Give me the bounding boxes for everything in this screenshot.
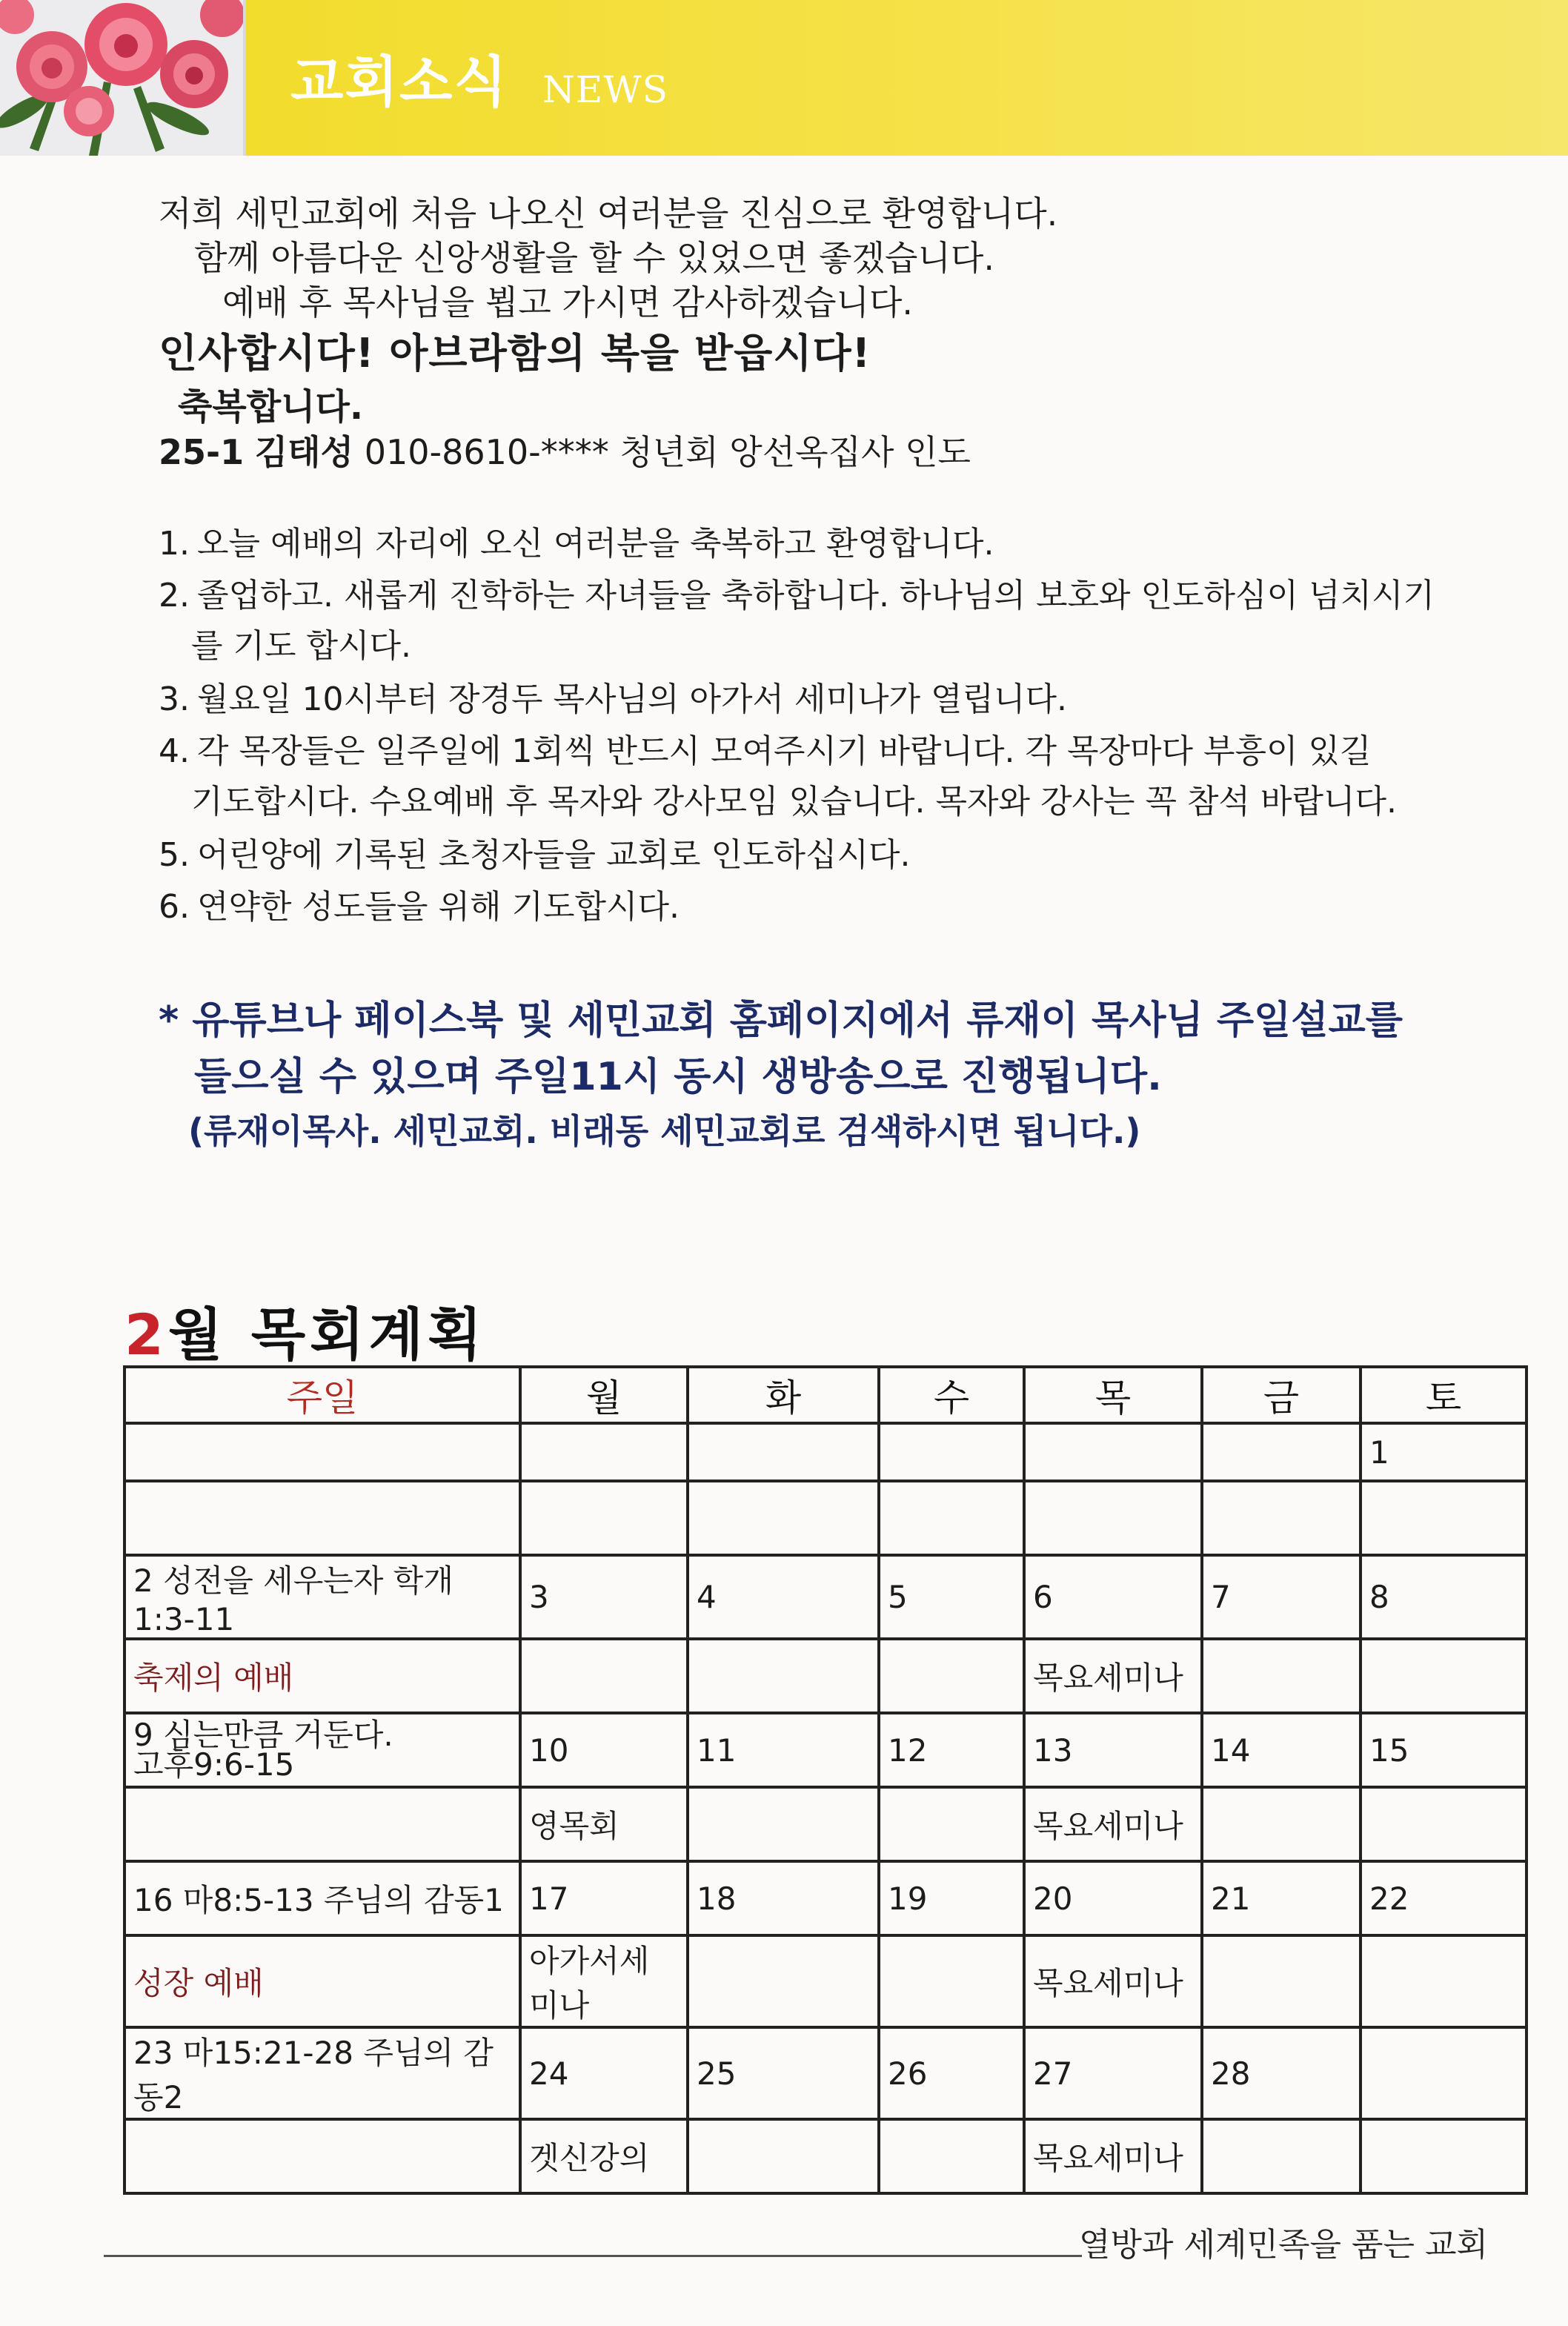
calendar-cell — [879, 1787, 1024, 1861]
calendar-cell-sunday — [124, 1481, 520, 1555]
welcome-line-3: 예배 후 목사님을 뵙고 가시면 감사하겠습니다. — [222, 282, 914, 322]
calendar-cell-sunday: 축제의 예배 — [124, 1639, 520, 1713]
calendar-cell-sunday — [124, 1423, 520, 1481]
calendar-cell: 25 — [688, 2027, 879, 2119]
calendar-cell: 20 — [1024, 1861, 1202, 1935]
calendar-cell — [879, 1935, 1024, 2027]
calendar-cell — [688, 1639, 879, 1713]
calendar-cell: 목요세미나 — [1024, 1935, 1202, 2027]
calendar-cell: 겟신강의 — [520, 2119, 688, 2193]
calendar-cell-sunday: 23 마15:21-28 주님의 감동2 — [124, 2027, 520, 2119]
blessing-line: 축복합니다. — [178, 386, 364, 428]
calendar-cell-sunday: 9 심는만큼 거둔다. 고후9:6-15 — [124, 1713, 520, 1787]
monthly-calendar — [123, 1365, 1528, 2195]
announcement-text: 어린양에 기록된 초청자들을 교회로 인도하십시다. — [197, 836, 911, 874]
calendar-cell: 영목회 — [520, 1787, 688, 1861]
calendar-cell — [1202, 1935, 1361, 2027]
broadcast-notice-line-1: * 유튜브나 페이스북 및 세민교회 홈페이지에서 류재이 목사님 주일설교를 — [159, 998, 1403, 1043]
greeting-line: 인사합시다! 아브라함의 복을 받읍시다! — [159, 330, 871, 377]
announcement-text: 오늘 예배의 자리에 오신 여러분을 축복하고 환영합니다. — [197, 525, 994, 563]
newcomer-name: 김태성 — [254, 432, 354, 472]
calendar-cell: 26 — [879, 2027, 1024, 2119]
calendar-cell — [688, 2119, 879, 2193]
calendar-cell-sunday — [124, 2119, 520, 2193]
calendar-cell: 11 — [688, 1713, 879, 1787]
calendar-cell: 아가서세미나 — [520, 1935, 688, 2027]
calendar-cell — [688, 1423, 879, 1481]
calendar-row — [124, 1713, 1527, 1787]
calendar-cell — [879, 1423, 1024, 1481]
calendar-row — [124, 1423, 1527, 1481]
calendar-cell — [1361, 1787, 1527, 1861]
calendar-cell: 8 — [1361, 1555, 1527, 1639]
calendar-row — [124, 1555, 1527, 1639]
calendar-cell: 목요세미나 — [1024, 1639, 1202, 1713]
calendar-cell: 목요세미나 — [1024, 2119, 1202, 2193]
calendar-cell-sunday: 성장 예배 — [124, 1935, 520, 2027]
announcement-number: 1. — [159, 525, 190, 563]
announcement-number: 4. — [159, 732, 190, 770]
announcement-4 — [159, 726, 1515, 827]
calendar-cell: 27 — [1024, 2027, 1202, 2119]
calendar-cell: 1 — [1361, 1423, 1527, 1481]
calendar-cell: 15 — [1361, 1713, 1527, 1787]
calendar-cell — [1202, 1481, 1361, 1555]
calendar-row — [124, 2027, 1527, 2119]
calendar-cell — [1361, 2119, 1527, 2193]
calendar-cell — [1361, 2027, 1527, 2119]
footer-rule — [104, 2255, 1082, 2257]
page-subtitle: NEWS — [542, 68, 668, 111]
day-header-friday: 금 — [1202, 1367, 1361, 1423]
calendar-row — [124, 1787, 1527, 1861]
calendar-cell — [879, 1639, 1024, 1713]
calendar-cell: 21 — [1202, 1861, 1361, 1935]
calendar-cell — [520, 1423, 688, 1481]
calendar-row — [124, 1639, 1527, 1713]
calendar-cell — [879, 1481, 1024, 1555]
newcomer-id: 25-1 — [159, 432, 245, 472]
calendar-cell — [520, 1639, 688, 1713]
calendar-row — [124, 1935, 1527, 2027]
calendar-cell: 18 — [688, 1861, 879, 1935]
calendar-cell — [1024, 1481, 1202, 1555]
day-header-thursday: 목 — [1024, 1367, 1202, 1423]
page-header — [0, 0, 1568, 156]
calendar-cell — [1361, 1481, 1527, 1555]
day-header-monday: 월 — [520, 1367, 688, 1423]
calendar-cell: 6 — [1024, 1555, 1202, 1639]
calendar-cell — [1202, 1787, 1361, 1861]
calendar-cell: 3 — [520, 1555, 688, 1639]
page-title: 교회소식 — [290, 50, 508, 114]
announcement-continuation: 를 기도 합시다. — [191, 627, 411, 665]
calendar-month: 2 — [124, 1302, 168, 1368]
announcement-number: 2. — [159, 577, 190, 614]
calendar-cell — [1202, 2119, 1361, 2193]
calendar-cell: 14 — [1202, 1713, 1361, 1787]
welcome-line-2: 함께 아름다운 신앙생활을 할 수 있었으면 좋겠습니다. — [194, 238, 994, 278]
announcement-text: 졸업하고. 새롭게 진학하는 자녀들을 축하합니다. 하나님의 보호와 인도하심이 넘치시기 — [197, 577, 1435, 614]
calendar-title — [124, 1290, 486, 1371]
announcement-text: 월요일 10시부터 장경두 목사님의 아가서 세미나가 열립니다. — [197, 680, 1067, 718]
newcomer-line — [159, 425, 971, 474]
calendar-cell — [1202, 1639, 1361, 1713]
calendar-cell: 12 — [879, 1713, 1024, 1787]
calendar-title-text: 월 목회계획 — [167, 1302, 487, 1368]
calendar-cell: 17 — [520, 1861, 688, 1935]
day-header-saturday: 토 — [1361, 1367, 1527, 1423]
announcement-3 — [159, 675, 1515, 725]
calendar-header-row — [124, 1367, 1527, 1423]
calendar-cell — [688, 1787, 879, 1861]
calendar-cell-sunday — [124, 1787, 520, 1861]
calendar-cell: 22 — [1361, 1861, 1527, 1935]
announcement-1 — [159, 519, 1515, 569]
announcement-number: 5. — [159, 836, 190, 874]
announcement-2 — [159, 571, 1515, 672]
calendar-cell: 13 — [1024, 1713, 1202, 1787]
calendar-cell — [1024, 1423, 1202, 1481]
announcement-6 — [159, 882, 1515, 932]
calendar-cell — [1361, 1639, 1527, 1713]
calendar-cell: 19 — [879, 1861, 1024, 1935]
calendar-cell-sunday: 2 성전을 세우는자 학개1:3-11 — [124, 1555, 520, 1639]
announcement-number: 6. — [159, 888, 190, 926]
announcement-number: 3. — [159, 680, 190, 718]
calendar-cell: 10 — [520, 1713, 688, 1787]
newcomer-details: 010-8610-**** 청년회 앙선옥집사 인도 — [364, 432, 971, 472]
footer-motto: 열방과 세계민족을 품는 교회 — [1078, 2226, 1488, 2264]
calendar-cell — [879, 2119, 1024, 2193]
calendar-cell: 28 — [1202, 2027, 1361, 2119]
calendar-cell: 24 — [520, 2027, 688, 2119]
peony-flowers-icon — [0, 0, 243, 156]
broadcast-notice-line-3: (류재이목사. 세민교회. 비래동 세민교회로 검색하시면 됩니다.) — [188, 1111, 1141, 1151]
calendar-cell — [1202, 1423, 1361, 1481]
welcome-line-1: 저희 세민교회에 처음 나오신 여러분을 진심으로 환영합니다. — [159, 193, 1058, 233]
announcement-continuation: 기도합시다. 수요예배 후 목자와 강사모임 있습니다. 목자와 강사는 꼭 참석 바랍니다. — [191, 783, 1397, 821]
day-header-wednesday: 수 — [879, 1367, 1024, 1423]
calendar-cell: 7 — [1202, 1555, 1361, 1639]
calendar-cell: 목요세미나 — [1024, 1787, 1202, 1861]
announcement-5 — [159, 830, 1515, 881]
calendar-row — [124, 1861, 1527, 1935]
calendar-cell — [1361, 1935, 1527, 2027]
broadcast-notice-line-2: 들으실 수 있으며 주일11시 동시 생방송으로 진행됩니다. — [194, 1055, 1162, 1099]
calendar-row — [124, 1481, 1527, 1555]
day-header-tuesday: 화 — [688, 1367, 879, 1423]
announcement-text: 각 목장들은 일주일에 1회씩 반드시 모여주시기 바랍니다. 각 목장마다 부흥이 있길 — [197, 732, 1372, 770]
flower-photo — [0, 0, 246, 156]
calendar-row — [124, 2119, 1527, 2193]
day-header-sunday: 주일 — [124, 1367, 520, 1423]
calendar-cell — [688, 1481, 879, 1555]
calendar-cell-sunday: 16 마8:5-13 주님의 감동1 — [124, 1861, 520, 1935]
calendar-cell: 4 — [688, 1555, 879, 1639]
calendar-cell — [520, 1481, 688, 1555]
announcement-text: 연약한 성도들을 위해 기도합시다. — [197, 888, 680, 926]
calendar-cell — [688, 1935, 879, 2027]
calendar-cell: 5 — [879, 1555, 1024, 1639]
